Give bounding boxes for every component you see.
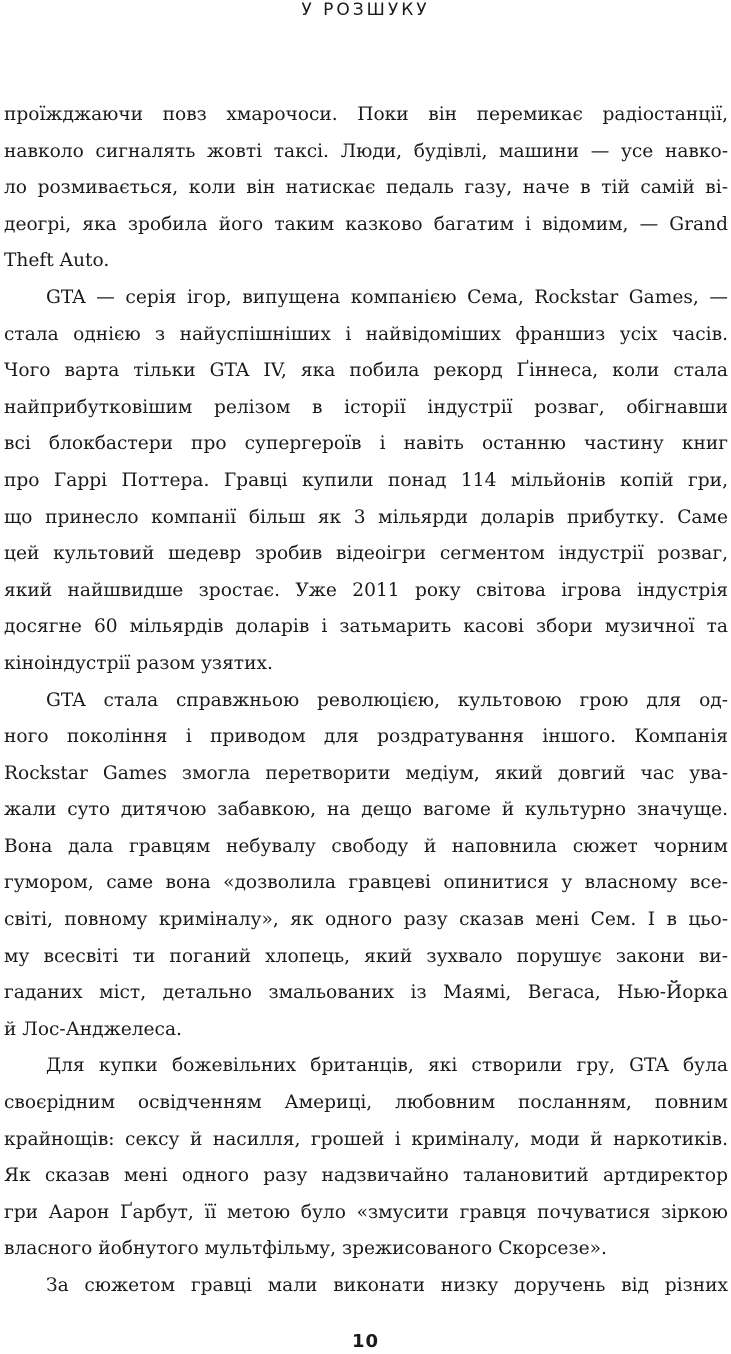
running-head: У РОЗШУКУ xyxy=(301,0,430,20)
text-line: стала однією з найуспішніших і найвідоміших франшиз усіх часів. xyxy=(4,323,728,345)
text-line: який найшвидше зростає. Уже 2011 року світова ігрова індустрія xyxy=(4,579,728,601)
body-text xyxy=(4,97,728,1305)
text-line: й Лос-Анджелеса. xyxy=(4,1018,182,1040)
text-line: досягне 60 мільярдів доларів і затьмарить касові збори музичної та xyxy=(4,616,728,638)
text-line: ло розмивається, коли він натискає педаль газу, наче в тій самій ві- xyxy=(4,177,728,199)
page-number: 10 xyxy=(351,1331,380,1352)
text-line: Для купки божевільних британців, які створили гру, GTA була xyxy=(46,1055,728,1077)
text-line: Theft Auto. xyxy=(4,250,110,272)
text-line: світі, повному криміналу», як одного разу сказав мені Сем. І в цьо- xyxy=(4,909,728,931)
text-line: про Гаррі Поттера. Гравці купили понад 114 мільйонів копій гри, xyxy=(4,469,728,491)
text-line: GTA — серія ігор, випущена компанією Сема, Rockstar Games, — xyxy=(46,286,728,308)
text-line: всі блокбастери про супергероїв і навіть останню частину книг xyxy=(4,433,728,455)
text-line: кіноіндустрії разом узятих. xyxy=(4,652,273,674)
text-line: гаданих міст, детально змальованих із Маямі, Вегаса, Нью-Йорка xyxy=(4,982,728,1004)
text-line: Вона дала гравцям небувалу свободу й наповнила сюжет чорним xyxy=(4,835,728,857)
text-line: цей культовий шедевр зробив відеоігри сегментом індустрії розваг, xyxy=(4,543,728,565)
text-line: власного йобнутого мультфільму, зрежисованого Скорсезе». xyxy=(4,1238,607,1260)
text-line: що принесло компанії більш як 3 мільярди доларів прибутку. Саме xyxy=(4,506,728,528)
text-line: GTA стала справжньою революцією, культовою грою для од- xyxy=(46,689,728,711)
text-line: найприбутковішим релізом в історії індустрії розваг, обігнавши xyxy=(4,396,728,418)
text-line: своєрідним освідченням Америці, любовним посланням, повним xyxy=(4,1092,728,1114)
text-line: Чого варта тільки GTA IV, яка побила рекорд Ґіннеса, коли стала xyxy=(4,360,728,382)
text-line: жали суто дитячою забавкою, на дещо вагоме й культурно значуще. xyxy=(4,799,728,821)
text-line: гри Аарон Ґарбут, її метою було «змусити гравця почуватися зіркою xyxy=(4,1201,728,1223)
text-line: Як сказав мені одного разу надзвичайно талановитий артдиректор xyxy=(4,1165,728,1187)
text-line: навколо сигналять жовті таксі. Люди, будівлі, машини — усе навко- xyxy=(4,140,728,162)
text-line: ного покоління і приводом для роздратування іншого. Компанія xyxy=(4,726,728,748)
text-line: За сюжетом гравці мали виконати низку доручень від різних xyxy=(46,1275,728,1296)
text-line: крайнощів: сексу й насилля, грошей і криміналу, моди й наркотиків. xyxy=(4,1128,728,1150)
text-line: гумором, саме вона «дозволила гравцеві опинитися у власному все- xyxy=(4,872,728,894)
text-line: деогрі, яка зробила його таким казково багатим і відомим, — Grand xyxy=(4,213,728,235)
text-line: проїжджаючи повз хмарочоси. Поки він перемикає радіостанції, xyxy=(4,104,728,125)
text-line: му всесвіті ти поганий хлопець, який зухвало порушує закони ви- xyxy=(4,945,728,967)
text-line: Rockstar Games змогла перетворити медіум, який довгий час ува- xyxy=(4,762,728,784)
